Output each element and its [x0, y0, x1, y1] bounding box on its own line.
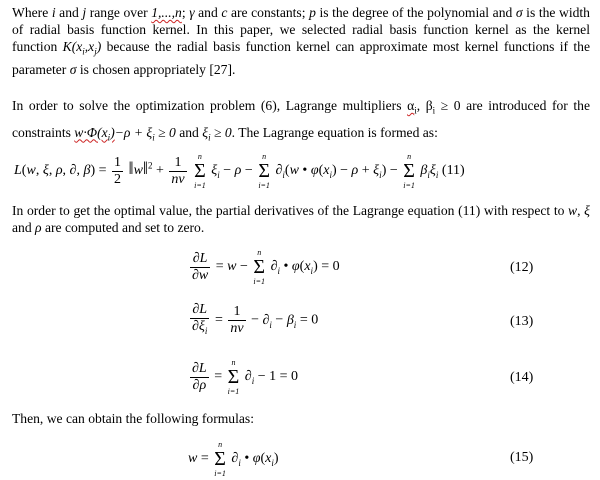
paragraph-kernel-description: Where i and j range over 1,...,n; γ and c are constants; p is the degree of the polynomial and σ is the width of radial basis function kernel. In this paper, we selected radial basis function kernel as the kernel function $K(x_i,x_j)$ because the radial basis function kernel can approximate most kernel functions if the parameter σ is chosen appropriately [27].: [12, 5, 591, 77]
paragraph-formulas-intro: Then, we can obtain the following formulas:: [12, 411, 254, 426]
equation-14: $\frac{\partial L}{\partial\rho}$ = n Σ i=1 $\partial_i - 1 = 0$: [192, 358, 298, 396]
paragraph-partial-derivatives: In order to get the optimal value, the partial derivatives of the Lagrange equation (11) with respect to w, ξ and ρ are computed and set to zero.: [12, 203, 590, 235]
paragraph-lagrange-intro: In order to solve the optimization problem (6), Lagrange multipliers $\alpha_i$, $\beta_i \ge 0$ are introduced for the constraints $w\cdot\Phi(x_i)-\rho + \xi_i \ge 0$ and $\xi_i \ge 0$. The Lagrange equation is formed as:: [12, 98, 590, 143]
equation-12-label: (12): [510, 260, 534, 275]
equation-14-label: (14): [510, 370, 534, 385]
equation-15-label: (15): [510, 450, 534, 465]
equation-11-label: (11): [441, 163, 465, 179]
equation-13-label: (13): [510, 314, 534, 329]
equation-11: L(w, ξ, ρ, ∂, β) = $\frac{1}{2}$ ‖w‖$^2$ + $\frac{1}{nv}$ n Σ i=1 $\xi_i - \rho$ − n Σ i=1 $\partial_i(w$ • $\varphi(x_i) - \rho + \xi_i$) − n Σ i=1 $\beta_i\xi_i$ (11): [14, 152, 465, 190]
equation-15: w = n Σ i=1 $\partial_i$ • $\varphi(x_i)$: [188, 440, 279, 478]
equation-12: $\frac{\partial L}{\partial w}$ = w − n Σ i=1 $\partial_i$ • $\varphi(x_i) = 0$: [192, 248, 340, 286]
equation-13: $\frac{\partial L}{\partial\xi_i}$ = $\frac{1}{nv}$ − $\partial_i - \beta_i = 0$: [192, 302, 319, 336]
